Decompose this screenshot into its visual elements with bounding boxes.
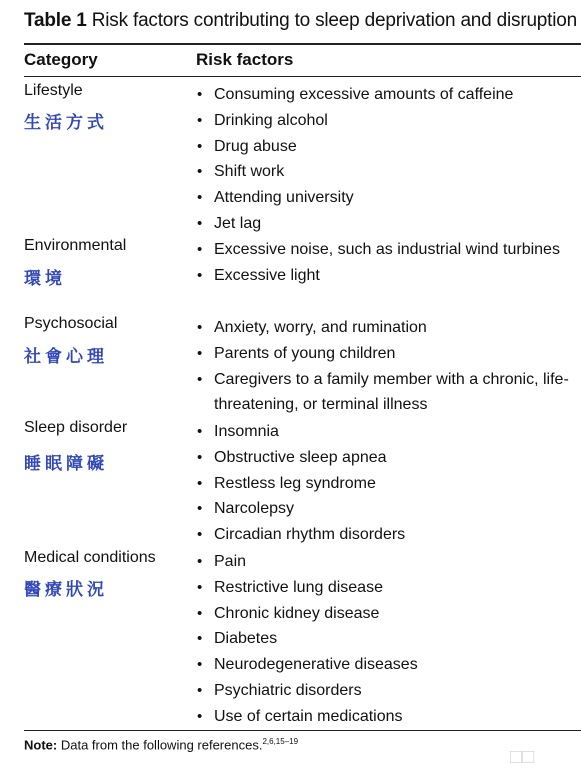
top-rule [24,43,581,45]
list-item: • Neurodegenerative diseases [196,652,576,678]
bottom-rule [24,730,581,731]
risk-factor-list [196,549,576,730]
list-item: • Caregivers to a family member with a chronic, life-threatening, or terminal illness [196,367,576,419]
list-item: • Insomnia [196,419,576,445]
list-item: • Excessive noise, such as industrial wind turbines [196,237,576,263]
risk-factor-list [196,419,576,548]
list-item: • Restrictive lung disease [196,575,576,601]
list-item: • Drug abuse [196,134,576,160]
category-label: Psychosocial [24,315,118,332]
note-label: Note: [24,737,58,753]
list-item: • Psychiatric disorders [196,678,576,704]
list-item: • Jet lag [196,211,576,237]
list-item: • Chronic kidney disease [196,601,576,627]
category-label: Medical conditions [24,549,156,566]
list-item: • Obstructive sleep apnea [196,445,576,471]
table-label: Table 1 [24,10,87,31]
list-item: • Use of certain medications [196,704,576,730]
table-note [24,737,298,752]
list-item: • Anxiety, worry, and rumination [196,315,576,341]
list-item: • Diabetes [196,626,576,652]
list-item: • Restless leg syndrome [196,471,576,497]
list-item: • Attending university [196,185,576,211]
list-item: • Drinking alcohol [196,108,576,134]
note-references: 2,6,15–19 [262,737,299,746]
table-caption: Risk factors contributing to sleep deprivation and disruption [91,10,578,31]
header-risk-factors: Risk factors [196,50,294,69]
category-label: Sleep disorder [24,419,128,436]
category-annotation: 環境 [24,269,66,289]
note-text: Data from the following references. [60,737,263,753]
list-item: • Narcolepsy [196,496,576,522]
list-item: • Circadian rhythm disorders [196,522,576,548]
list-item: • Pain [196,549,576,575]
header-category: Category [24,50,98,69]
list-item: • Shift work [196,159,576,185]
list-item: • Parents of young children [196,341,576,367]
risk-factor-list [196,315,576,418]
risk-factor-list [196,237,576,289]
corner-watermark: □□ [510,746,535,768]
list-item: • Consuming excessive amounts of caffeine [196,82,576,108]
list-item: • Excessive light [196,263,576,289]
category-label: Environmental [24,237,127,254]
category-annotation: 睡眠障礙 [24,454,108,474]
category-annotation: 生活方式 [24,113,108,133]
table-title [24,10,577,32]
category-annotation: 社會心理 [24,347,108,367]
header-rule [24,76,581,77]
risk-factor-list [196,82,576,237]
category-label: Lifestyle [24,82,83,99]
category-annotation: 醫療狀況 [24,580,108,600]
